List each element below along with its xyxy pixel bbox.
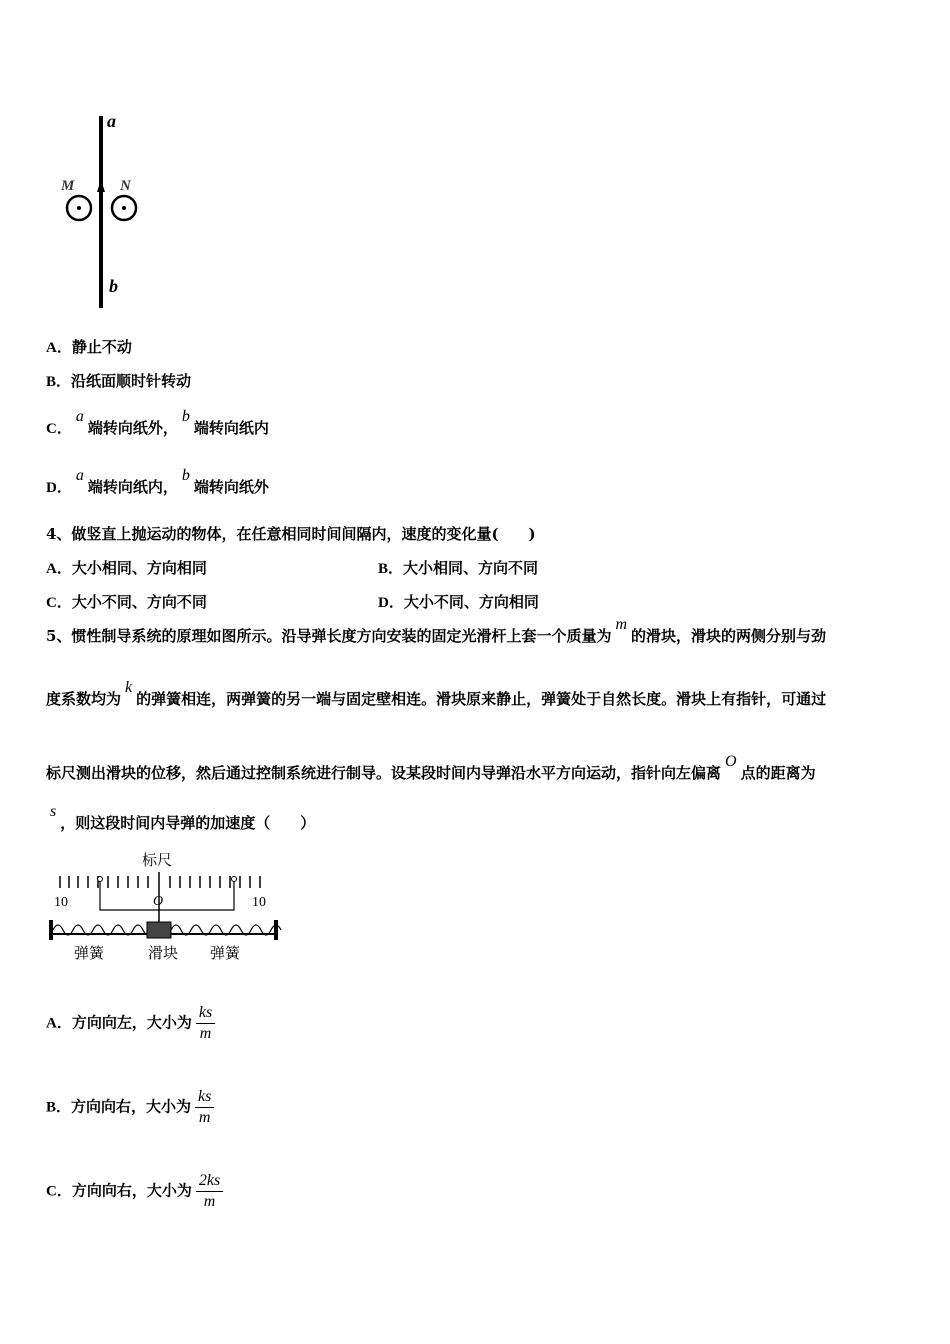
q4-option-a[interactable]: A．大小相同、方向相同 [46,559,207,577]
label-a: a [107,111,116,131]
slider-block [147,922,171,938]
fraction: $\frac{2ks}{m}$ [196,1171,223,1212]
ruler-center-mark: O [153,894,164,909]
label-b: b [109,276,118,296]
ruler-left-mark: 10 [54,895,68,910]
q4-option-c[interactable]: C．大小不同、方向不同 [46,593,207,611]
q4-option-b[interactable]: B．大小相同、方向不同 [378,559,539,577]
q5-stem-line-2: 度系数均为k的弹簧相连，两弹簧的另一端与固定壁相连。滑块原来静止，弹簧处于自然长度。滑块上有指针，可通过 [46,679,827,708]
spring-left-label: 弹簧 [74,946,105,962]
q5-option-b[interactable]: B．方向向右，大小为 $\frac{ks}{m}$ [46,1087,214,1128]
wire-compass-figure [55,108,155,313]
fraction: $\frac{ks}{m}$ [195,1087,214,1128]
label-n: N [120,178,131,194]
q3-option-d[interactable]: D．a端转向纸内，b端转向纸外 [46,467,269,496]
q3-option-a[interactable]: A．静止不动 [46,338,132,356]
q5-stem-line-3: 标尺测出滑块的位移，然后通过控制系统进行制导。设某段时间内导弹沿水平方向运动，指针向左偏离O点的距离为 [46,753,816,782]
q5-stem-line-1: 5、惯性制导系统的原理如图所示。沿导弹长度方向安装的固定光滑杆上套一个质量为m的滑块，滑块的两侧分别与劲 [46,616,827,645]
q5-option-c[interactable]: C．方向向右，大小为 $\frac{2ks}{m}$ [46,1171,223,1212]
q4-stem: 4、做竖直上抛运动的物体，在任意相同时间间隔内，速度的变化量( ) [46,525,536,543]
ruler-right-mark: 10 [252,895,266,910]
ruler-label: 标尺 [142,853,173,869]
slider-label: 滑块 [148,946,179,962]
q4-option-d[interactable]: D．大小不同、方向相同 [378,593,539,611]
label-m: M [61,178,75,194]
fraction: $\frac{ks}{m}$ [196,1003,215,1044]
spring-right-label: 弹簧 [210,946,241,962]
ruler-ticks [60,872,260,892]
q3-option-c[interactable]: C．a端转向纸外，b端转向纸内 [46,408,269,437]
q3-option-b[interactable]: B．沿纸面顺时针转动 [46,372,192,390]
q5-option-a[interactable]: A．方向向左，大小为 $\frac{ks}{m}$ [46,1003,215,1044]
q5-stem-line-4: s，则这段时间内导弹的加速度（ ） [50,803,316,832]
guidance-device-figure [44,848,284,968]
